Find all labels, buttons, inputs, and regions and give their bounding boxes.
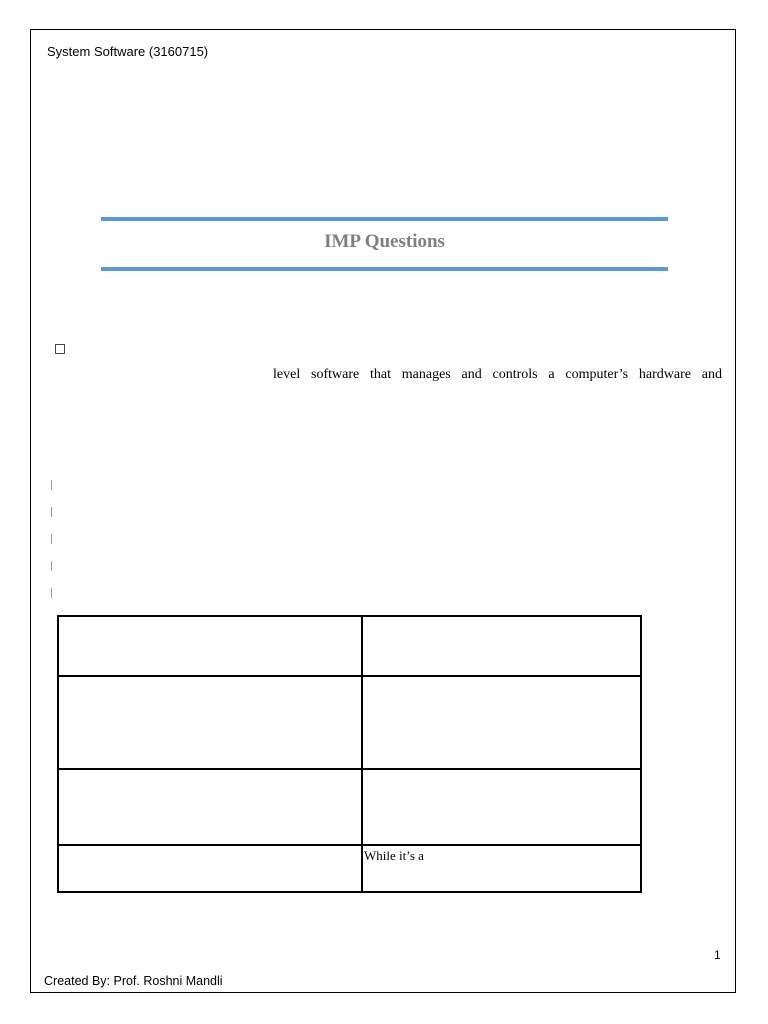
table-cell <box>362 676 641 769</box>
table-cell <box>58 845 362 892</box>
table-cell: While it’s a <box>362 845 641 892</box>
table-cell <box>362 616 641 676</box>
checkbox-icon <box>55 344 65 354</box>
bullet-marker-icon <box>51 534 55 544</box>
title-rule-top <box>101 217 668 221</box>
page-header: System Software (3160715) <box>47 44 209 59</box>
page-footer: Created By: Prof. Roshni Mandli <box>44 974 223 988</box>
table-row <box>58 845 641 892</box>
bullet-marker-icon <box>51 561 55 571</box>
table-cell <box>58 676 362 769</box>
bullet-marker-icon <box>51 480 55 490</box>
table-row <box>58 769 641 845</box>
table-cell <box>58 616 362 676</box>
page-number: 1 <box>714 948 721 962</box>
comparison-table <box>57 615 642 893</box>
title-rule-bottom <box>101 267 668 271</box>
bullet-marker-icon <box>51 507 55 517</box>
bullet-marker-icon <box>51 588 55 598</box>
page-title: IMP Questions <box>324 231 445 252</box>
paragraph-fragment: level software that manages and controls a computer’s hardware and <box>273 367 722 382</box>
table-cell <box>58 769 362 845</box>
table-cell <box>362 769 641 845</box>
table-row <box>58 616 641 676</box>
table-row <box>58 676 641 769</box>
